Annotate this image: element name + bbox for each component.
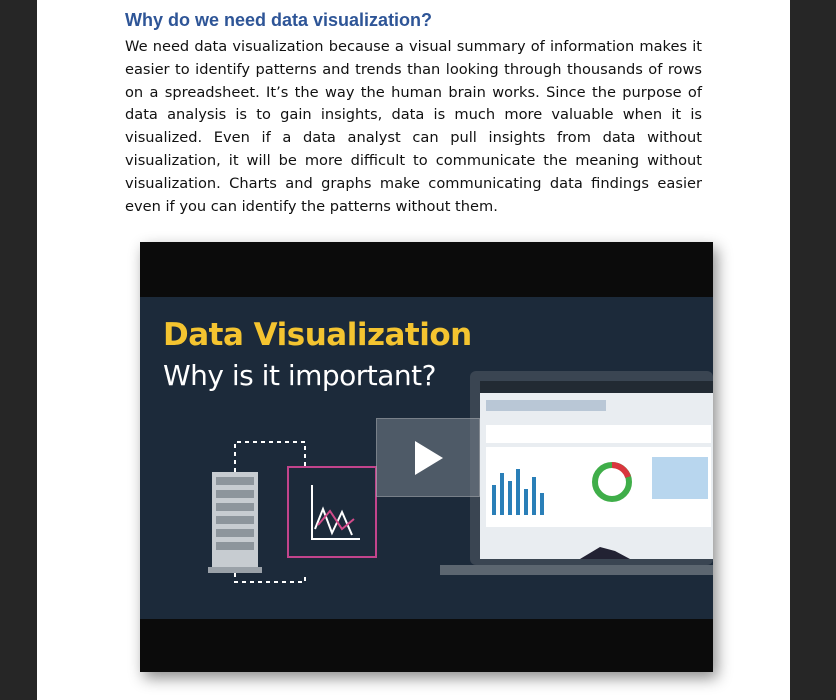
dashboard-topbar (480, 381, 713, 393)
video-embed[interactable] (140, 242, 713, 672)
video-subtitle: Why is it important? (163, 359, 437, 392)
laptop-base (440, 565, 713, 575)
chart-glyph (312, 485, 360, 539)
play-icon (411, 439, 445, 477)
dashboard-progress (486, 400, 606, 411)
video-title: Data Visualization (163, 317, 472, 353)
server-icon (208, 472, 262, 573)
dashboard-map (652, 457, 708, 499)
dashboard-kpis (486, 425, 711, 443)
body-paragraph: We need data visualization because a visual summary of information makes it easier to identify patterns and trends than looking through thousands of rows on a spreadsheet. It’s the way the human brain works. Since the purpose of data analysis is to gain insights, data is much more valuable when it is visualized. Even if a data analyst can pull insights from data without visualization, it will be more difficult to communicate the meaning without visualization. Charts and graphs make communicating data findings easier even if you can identify the patterns without them. (125, 38, 702, 215)
left-margin (0, 0, 37, 700)
video-thumbnail (140, 297, 713, 619)
document-page (37, 0, 790, 700)
chart-panel (288, 467, 376, 557)
section-heading: Why do we need data visualization? (125, 10, 433, 30)
right-margin (790, 0, 836, 700)
play-button[interactable] (376, 418, 480, 497)
